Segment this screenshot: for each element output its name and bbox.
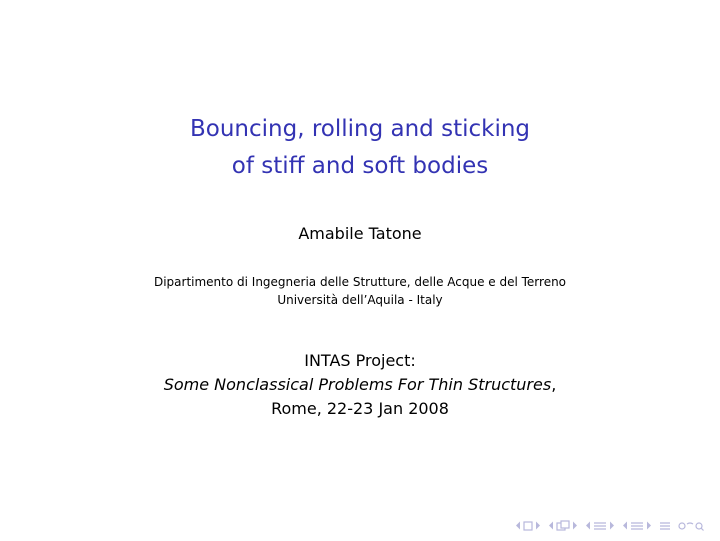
nav-subsection-next-icon[interactable] <box>572 521 578 530</box>
nav-subsubsection-next-icon[interactable] <box>646 521 652 530</box>
event-line-1: INTAS Project: <box>304 351 416 370</box>
author-name: Amabile Tatone <box>298 224 422 243</box>
nav-subsection-group <box>548 520 578 531</box>
nav-subsubsection-prev-icon[interactable] <box>622 521 628 530</box>
nav-frame-prev-icon[interactable] <box>515 521 521 530</box>
event-project-name: Some Nonclassical Problems For Thin Structures <box>163 375 552 394</box>
nav-frame-icon[interactable] <box>523 521 533 531</box>
nav-subsection-prev-icon[interactable] <box>548 521 554 530</box>
nav-subsection2-group <box>622 521 652 531</box>
nav-subsection-icon[interactable] <box>556 520 570 531</box>
title-line-2: of stiff and soft bodies <box>231 153 489 179</box>
nav-section-group <box>585 521 615 531</box>
nav-search-icon[interactable] <box>678 521 704 531</box>
event-info <box>0 349 720 421</box>
nav-section-next-icon[interactable] <box>609 521 615 530</box>
affiliation-line-1: Dipartimento di Ingegneria delle Strutture, delle Acque e del Terreno <box>153 275 567 289</box>
event-line-2-suffix: , <box>551 375 557 394</box>
nav-section-prev-icon[interactable] <box>585 521 591 530</box>
slide-title <box>0 111 720 185</box>
nav-align-icon[interactable] <box>659 521 671 531</box>
nav-frame-group <box>515 521 541 531</box>
title-line-1: Bouncing, rolling and sticking <box>189 116 531 142</box>
affiliation <box>0 273 720 309</box>
event-line-3: Rome, 22-23 Jan 2008 <box>271 399 449 418</box>
nav-section-icon[interactable] <box>593 521 607 531</box>
nav-subsubsection-icon[interactable] <box>630 521 644 531</box>
affiliation-line-2: Università dell’Aquila - Italy <box>277 293 443 307</box>
beamer-navigation-bar <box>515 520 704 531</box>
event-line-2 <box>0 373 720 397</box>
nav-frame-next-icon[interactable] <box>535 521 541 530</box>
